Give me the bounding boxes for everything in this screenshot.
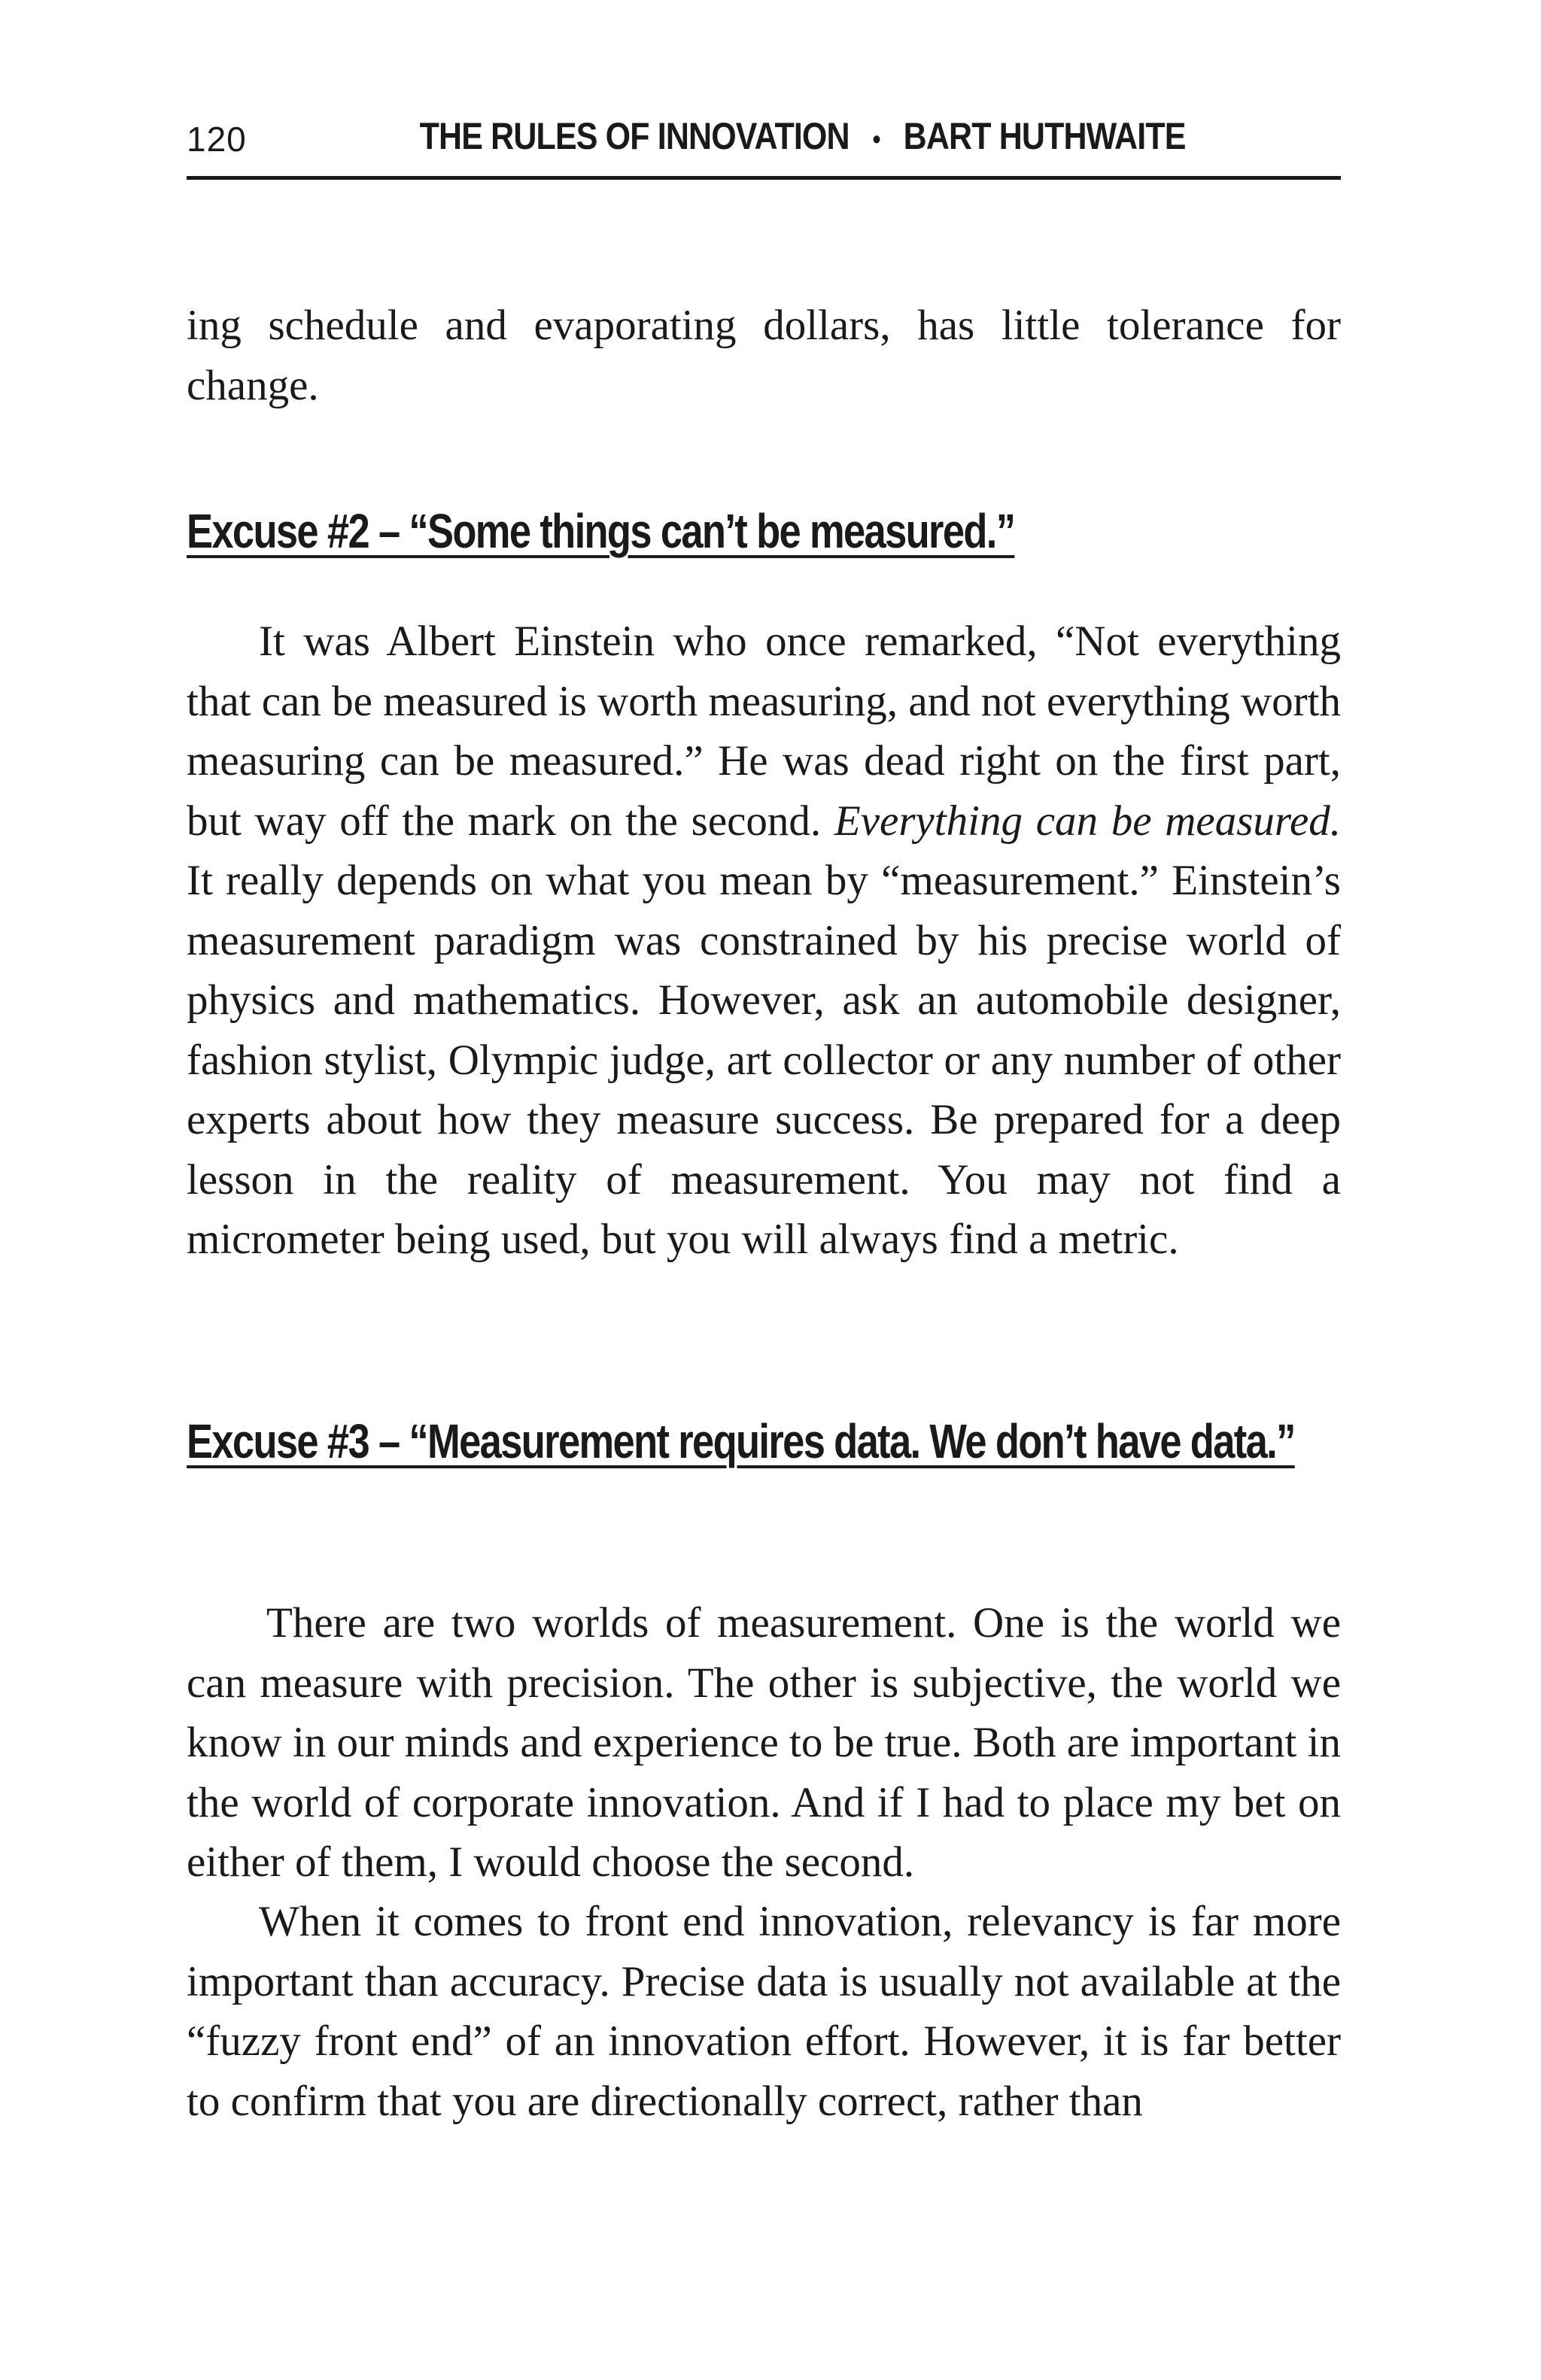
section-heading-excuse-3: Excuse #3 – “Measurement requires data. We don’t have data.” bbox=[187, 1414, 1295, 1468]
section-heading-excuse-2: Excuse #2 – “Some things can’t be measured.” bbox=[187, 504, 1015, 558]
paragraph-einstein-emphasis: Everything can be measured. bbox=[834, 797, 1341, 845]
header-rule bbox=[187, 176, 1341, 180]
author-name: BART HUTHWAITE bbox=[903, 115, 1186, 157]
header-separator: • bbox=[872, 123, 880, 154]
paragraph-einstein-part-1: It was Albert Einstein who once remarked, “Not everything that can be measured is worth measuring, and not everything worth measuring can be measured.” He was dead right on the first part, but way off the mark on the second. bbox=[187, 618, 1341, 845]
paragraph-two-worlds: There are two worlds of measurement. One is the world we can measure with precision. The other is subjective, the world we know in our minds and experience to be true. Both are important in the world of corporate innovation. And if I had to place my bet on either of them, I would choose the second. bbox=[187, 1599, 1341, 1886]
paragraph-continued: ing schedule and evaporating dollars, has little tolerance for change. bbox=[187, 302, 1341, 409]
paragraph-einstein-part-2: It really depends on what you mean by “measurement.” Einstein’s measurement paradigm was constrained by his precise world of physics and mathematics. However, ask an automobile designer, fashion stylist, Olympic judge, art collector or any number of other experts about how they measure success. Be prepared for a deep lesson in the reality of measurement. You may not find a micrometer being used, but you will always find a metric. bbox=[187, 857, 1341, 1263]
running-title bbox=[267, 114, 1260, 158]
book-title: THE RULES OF INNOVATION bbox=[419, 115, 850, 157]
paragraph-einstein bbox=[187, 612, 1341, 1270]
running-header bbox=[187, 111, 1341, 164]
paragraph-front-end: When it comes to front end innovation, relevancy is far more important than accuracy. Precise data is usually not available at the “fuzzy front end” of an innovation effort. However, it is far better to confirm that you are directionally correct, rather than bbox=[187, 1898, 1341, 2125]
page-number: 120 bbox=[187, 120, 247, 159]
